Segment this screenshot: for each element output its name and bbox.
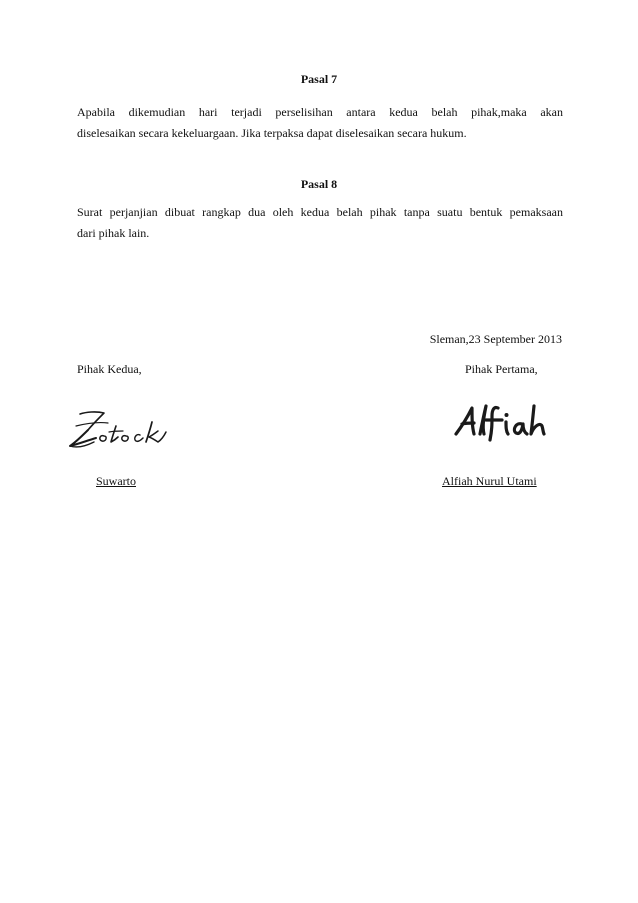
party-right-name: Alfiah Nurul Utami xyxy=(442,474,537,488)
party-left-name: Suwarto xyxy=(96,474,136,488)
signature-left xyxy=(66,404,176,456)
party-right-role: Pihak Pertama, xyxy=(465,362,538,376)
pasal-8-line-2: dari pihak lain. xyxy=(77,226,150,240)
pasal-7-heading: Pasal 7 xyxy=(300,72,338,86)
pasal-8-paragraph xyxy=(77,202,563,244)
place-date: Sleman,23 September 2013 xyxy=(429,332,562,346)
pasal-7-line-2: diselesaikan secara kekeluargaan. Jika terpaksa dapat diselesaikan secara hukum. xyxy=(77,126,467,140)
signature-right xyxy=(452,400,556,448)
pasal-7-line-1: Apabila dikemudian hari terjadi perselisihan antara kedua belah pihak,maka akan xyxy=(77,105,563,119)
pasal-7-paragraph xyxy=(77,102,563,144)
pasal-8-heading: Pasal 8 xyxy=(300,177,338,191)
party-left-role: Pihak Kedua, xyxy=(77,362,142,376)
pasal-8-line-1: Surat perjanjian dibuat rangkap dua oleh kedua belah pihak tanpa suatu bentuk pemaksaan xyxy=(77,205,563,219)
